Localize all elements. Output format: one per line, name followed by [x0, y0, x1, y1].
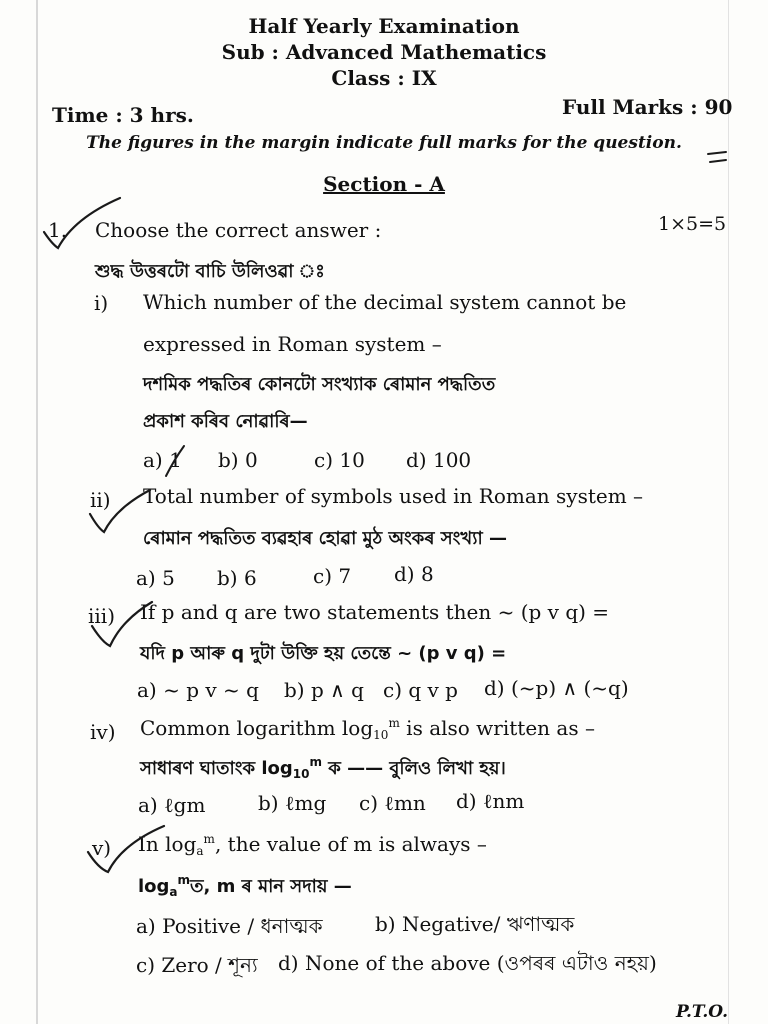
option-d: d) None of the above (ওপৰৰ এটাও নহয়) [278, 951, 657, 975]
class-title: Class : IX [331, 66, 437, 90]
option-c: c) q v p [383, 678, 458, 702]
sub-question-text: Common logarithm $\log_{10}^m$ is also written as – [140, 716, 595, 742]
pen-stroke-mark [160, 440, 190, 480]
sub-question-text: Total number of symbols used in Roman system – [143, 484, 644, 508]
page-edge-left [36, 0, 38, 1024]
sub-question-number: iv) [90, 720, 116, 744]
option-d: d) 8 [394, 562, 434, 586]
section-heading: Section - A [323, 172, 445, 196]
sub-question-assamese: প্ৰকাশ কৰিব নোৱাৰি— [143, 411, 308, 432]
sub-question-number: ii) [90, 488, 111, 512]
option-c: c) ℓmn [359, 791, 426, 815]
option-c: c) 7 [313, 564, 352, 588]
option-b: b) ℓmg [258, 791, 327, 815]
exam-title: Half Yearly Examination [248, 14, 520, 38]
sub-question-assamese: যদি p আৰু q দুটা উক্তি হয় তেন্তে ~ (p v q) = [140, 643, 507, 664]
option-d: d) 100 [406, 448, 472, 472]
sub-question-text: In $\log_a^m$, the value of m is always – [138, 832, 487, 858]
option-b: b) p ∧ q [284, 678, 364, 702]
option-d: d) (~p) ∧ (~q) [484, 676, 629, 700]
time-label: Time : 3 hrs. [52, 103, 194, 127]
option-a: a) 1 [143, 448, 182, 472]
pen-stroke-mark [706, 148, 728, 168]
full-marks-label: Full Marks : 90 [562, 95, 733, 119]
question-prompt-assamese: শুদ্ধ উত্তৰটো বাচি উলিওৱা ঃ [95, 261, 325, 282]
pen-tick-mark [88, 596, 168, 656]
option-a: a) 5 [136, 566, 175, 590]
option-a: a) ~ p v ~ q [137, 678, 259, 702]
option-b: b) Negative/ ঋণাত্মক [375, 912, 575, 936]
option-d: d) ℓnm [456, 789, 525, 813]
pen-tick-mark [40, 192, 130, 262]
pen-tick-mark [86, 484, 166, 544]
sub-question-number: i) [94, 291, 109, 315]
option-a: a) Positive / ধনাত্মক [136, 914, 323, 938]
question-number: 1. [48, 218, 68, 242]
question-prompt: Choose the correct answer : [95, 218, 382, 242]
margin-note: The figures in the margin indicate full marks for the question. [86, 133, 682, 153]
option-b: b) 0 [218, 448, 258, 472]
subject-title: Sub : Advanced Mathematics [221, 40, 547, 64]
option-b: b) 6 [217, 566, 257, 590]
option-c: c) Zero / শূন্য [136, 953, 258, 977]
option-a: a) ℓgm [138, 793, 206, 817]
sub-question-assamese: দশমিক পদ্ধতিৰ কোনটো সংখ্যাক ৰোমান পদ্ধতিত [143, 374, 496, 395]
question-marks: 1×5=5 [658, 213, 727, 235]
pen-tick-mark [84, 818, 174, 878]
pto-label: P.T.O. [676, 1002, 728, 1022]
sub-question-number: v) [92, 836, 112, 860]
sub-question-text: If p and q are two statements then ~ (p v q) = [140, 600, 610, 624]
sub-question-number: iii) [88, 604, 115, 628]
sub-question-assamese: সাধাৰণ ঘাতাংক $\log_{10}^m$ ক —— বুলিও লিখা হয়। [140, 755, 506, 781]
option-c: c) 10 [314, 448, 365, 472]
sub-question-text: expressed in Roman system – [143, 332, 442, 356]
sub-question-assamese: $\log_a^mত$, m ৰ মান সদায় — [138, 873, 352, 899]
page-edge-right [728, 0, 729, 1024]
sub-question-assamese: ৰোমান পদ্ধতিত ব্যৱহাৰ হোৱা মুঠ অংকৰ সংখ্যা — [143, 528, 507, 549]
sub-question-text: Which number of the decimal system cannot be [143, 290, 627, 314]
